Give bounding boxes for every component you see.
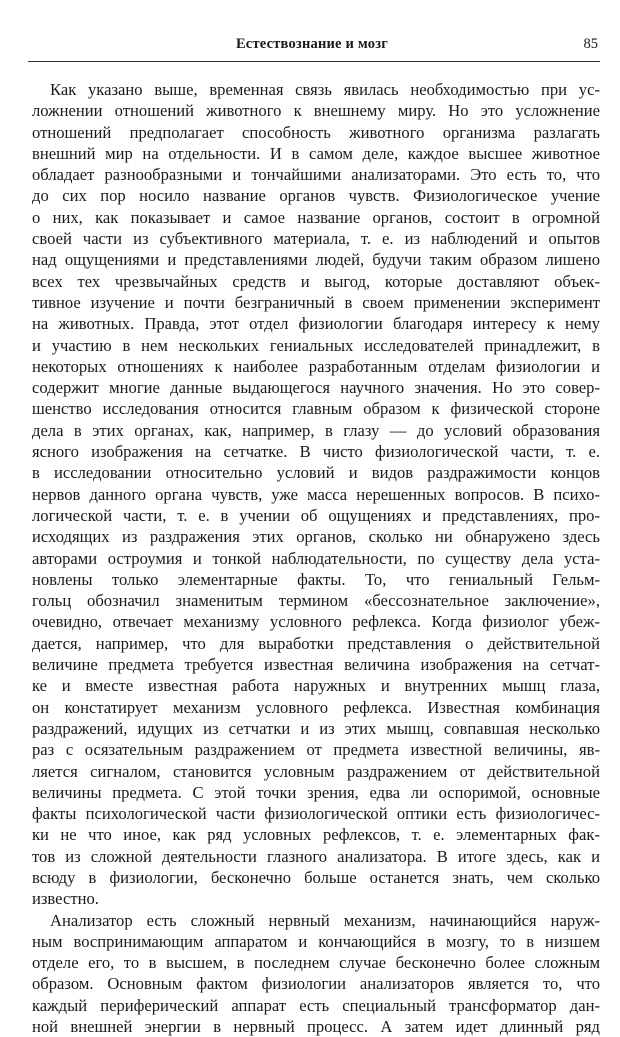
text-line: новлены только элементарные факты. То, что гениальный Гельм- <box>32 569 600 589</box>
text-line: ной внешней энергии в нервный процесс. А затем идет длинный ряд <box>32 1017 600 1037</box>
header-rule <box>28 61 600 62</box>
text-line: до сих пор носило название органов чувств. Физиологическое учение <box>32 186 600 206</box>
text-line: раздражений, идущих из сетчатки и из этих мышц, совпавшая несколько <box>32 718 600 738</box>
text-line: содержит многие данные выдающегося научного значения. Но это совер- <box>32 378 600 398</box>
text-line: тивное изучение и почти безграничный в своем применении эксперимент <box>32 292 600 312</box>
text-line: над ощущениями и представлениями людей, будучи таким образом лишено <box>32 250 600 270</box>
text-line: исходящих из раздражения этих органов, сколько ни обнаружено здесь <box>32 527 600 547</box>
text-line: известно. <box>32 889 99 909</box>
body-text <box>32 79 600 1037</box>
text-line: обладает разнообразными и тончайшими анализаторами. Это есть то, что <box>32 165 600 185</box>
text-line: образом. Основным фактом физиологии анализаторов является то, что <box>32 974 600 994</box>
text-line: он констатирует механизм условного рефлекса. Известная комбинация <box>32 697 600 717</box>
text-line: шенство исследования относится главным образом к физической стороне <box>32 399 600 419</box>
text-line: величины предмета. С этой точки зрения, едва ли оспоримой, основные <box>32 782 600 802</box>
text-line: своей части из субъективного материала, т. е. из наблюдений и опытов <box>32 229 600 249</box>
text-line: факты психологической части физиологической оптики есть физиологичес- <box>32 804 600 824</box>
text-line: нервов данного органа чувств, уже масса нерешенных вопросов. В психо- <box>32 484 600 504</box>
text-line: логической части, т. е. в учении об ощущениях и представлениях, про- <box>32 505 600 525</box>
text-line: раз с осязательным раздражением от предмета известной величины, яв- <box>32 740 600 760</box>
text-line: ным воспринимающим аппаратом и кончающийся в мозгу, то в низшем <box>32 931 600 951</box>
text-line: ясного изображения на сетчатке. В чисто физиологической части, т. е. <box>32 442 600 462</box>
text-line: и участию в нем нескольких гениальных исследователей принадлежит, в <box>32 335 600 355</box>
text-line: ляется сигналом, становится условным раздражением от действительной <box>32 761 600 781</box>
text-line: ки не что иное, как ряд условных рефлексов, т. е. элементарных фак- <box>32 825 600 845</box>
text-line: величине предмета требуется известная величина изображения на сетчат- <box>32 655 600 675</box>
text-line: внешний мир на отдельности. И в самом деле, каждое высшее животное <box>32 143 600 163</box>
text-line: отделе его, то в высшем, в последнем случае бесконечно более сложным <box>32 953 600 973</box>
text-line: дела в этих органах, как, например, в глазу — до условий образования <box>32 420 600 440</box>
text-line: дается, например, что для выработки представления о действительной <box>32 633 600 653</box>
text-line: Анализатор есть сложный нервный механизм, начинающийся наруж- <box>50 910 600 930</box>
text-line: всюду в физиологии, бесконечно больше останется знать, чем сколько <box>32 867 600 887</box>
text-line: авторами остроумия и тонкой наблюдательности, по существу дела уста- <box>32 548 600 568</box>
text-line: некоторых отношениях к наиболее разработанным отделам физиологии и <box>32 356 600 376</box>
running-head <box>26 30 598 56</box>
text-line: на животных. Правда, этот отдел физиологии благодаря интересу к нему <box>32 314 600 334</box>
page-number: 85 <box>583 36 598 52</box>
text-line: отношений предполагает способность животного организма разлагать <box>32 122 600 142</box>
text-line: ке и вместе известная работа наружных и внутренних мышц глаза, <box>32 676 600 696</box>
text-line: гольц обозначил знаменитым термином «бессознательное заключение», <box>32 591 600 611</box>
running-title: Естествознание и мозг <box>235 36 389 52</box>
text-line: очевидно, отвечает механизму условного рефлекса. Когда физиолог убеж- <box>32 612 600 632</box>
text-line: о них, как показывает и самое название органов, состоит в огромной <box>32 207 600 227</box>
text-line: в исследовании относительно условий и видов раздражимости концов <box>32 463 600 483</box>
text-line: ложнении отношений животного к внешнему миру. Но это усложнение <box>32 101 600 121</box>
text-line: каждый периферический аппарат есть специальный трансформатор дан- <box>32 995 600 1015</box>
text-line: тов из сложной деятельности глазного анализатора. В итоге здесь, как и <box>32 846 600 866</box>
text-line: Как указано выше, временная связь явилась необходимостью при ус- <box>50 80 600 99</box>
text-line: всех тех чрезвычайных средств и выгод, которые доставляют объек- <box>32 271 600 291</box>
